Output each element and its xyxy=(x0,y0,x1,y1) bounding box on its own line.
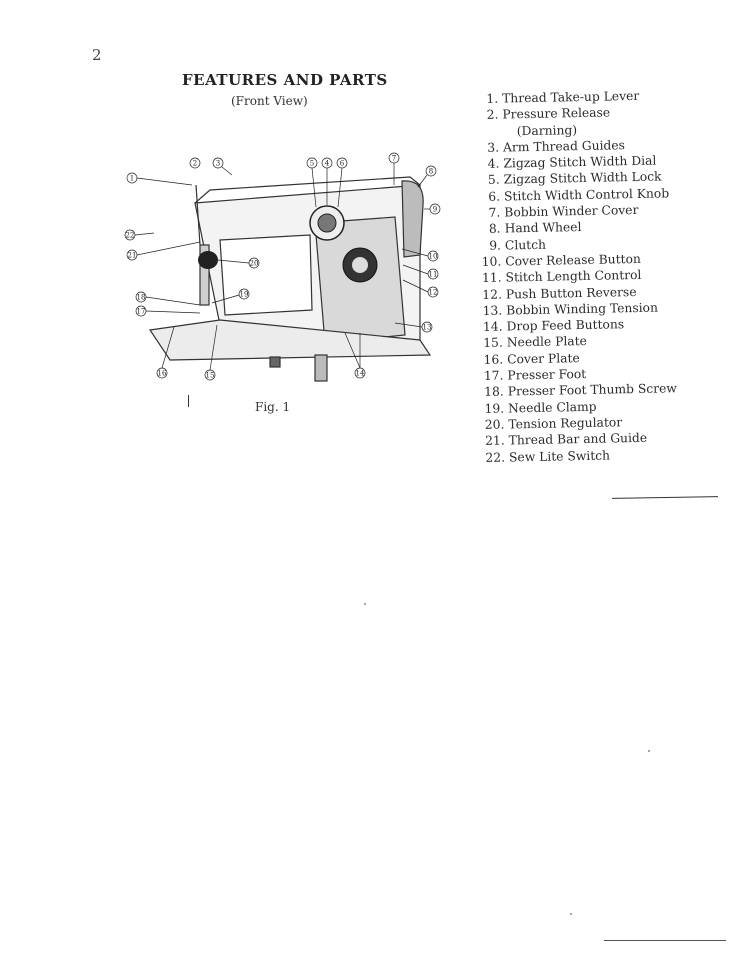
svg-text:19: 19 xyxy=(239,290,249,299)
parts-list xyxy=(478,87,715,466)
callout-7 xyxy=(389,153,399,185)
list-item: 21. Thread Bar and Guide xyxy=(485,431,648,449)
svg-text:6: 6 xyxy=(339,159,345,168)
list-item: 14. Drop Feed Buttons xyxy=(482,317,625,335)
list-item: 18. Presser Foot Thumb Screw xyxy=(484,381,677,400)
list-item: 8. Hand Wheel xyxy=(488,220,582,237)
scan-speck xyxy=(364,603,366,605)
sewing-machine-figure xyxy=(120,145,450,395)
svg-text:13: 13 xyxy=(422,323,432,332)
callout-2 xyxy=(190,158,200,168)
callout-21 xyxy=(127,242,200,260)
callout-1 xyxy=(127,173,192,185)
callout-18 xyxy=(136,292,200,305)
list-item: 16. Cover Plate xyxy=(483,350,580,367)
callout-17 xyxy=(136,306,200,316)
svg-text:16: 16 xyxy=(157,369,167,378)
list-item: 2. Pressure Release xyxy=(486,105,611,123)
callout-8 xyxy=(418,166,436,187)
page-title: FEATURES AND PARTS xyxy=(182,71,388,89)
list-item: 5. Zigzag Stitch Width Lock xyxy=(487,169,662,188)
svg-text:4: 4 xyxy=(324,159,330,168)
svg-text:12: 12 xyxy=(428,288,438,297)
svg-text:15: 15 xyxy=(205,371,215,380)
svg-text:8: 8 xyxy=(428,167,434,176)
svg-text:18: 18 xyxy=(136,293,146,302)
callout-9 xyxy=(424,204,440,214)
list-item: 1. Thread Take-up Lever xyxy=(486,88,640,106)
list-item: 10. Cover Release Button xyxy=(481,251,641,269)
list-item: 15. Needle Plate xyxy=(483,334,588,351)
svg-text:1: 1 xyxy=(129,174,135,183)
callout-22 xyxy=(125,230,154,240)
list-item: 22. Sew Lite Switch xyxy=(485,448,611,465)
svg-text:2: 2 xyxy=(192,159,198,168)
list-item: 20. Tension Regulator xyxy=(484,415,623,432)
stray-mark xyxy=(188,395,189,407)
figure-caption: Fig. 1 xyxy=(255,400,291,414)
list-item: 13. Bobbin Winding Tension xyxy=(482,300,659,318)
svg-text:5: 5 xyxy=(309,159,315,168)
scan-speck xyxy=(648,750,650,752)
svg-text:10: 10 xyxy=(428,252,438,261)
svg-text:7: 7 xyxy=(391,154,397,163)
list-item: 3. Arm Thread Guides xyxy=(487,138,626,155)
svg-text:22: 22 xyxy=(125,231,135,240)
scan-speck xyxy=(570,913,572,915)
list-item: 11. Stitch Length Control xyxy=(481,268,642,286)
list-item: (Darning) xyxy=(516,122,578,138)
list-item: 17. Presser Foot xyxy=(483,367,587,383)
divider-line xyxy=(604,940,726,941)
svg-text:21: 21 xyxy=(127,251,137,260)
list-item: 6. Stitch Width Control Knob xyxy=(488,186,670,204)
svg-text:3: 3 xyxy=(215,159,221,168)
list-item: 7. Bobbin Winder Cover xyxy=(488,203,639,220)
list-item: 19. Needle Clamp xyxy=(484,399,597,416)
svg-text:9: 9 xyxy=(432,205,438,214)
divider-line xyxy=(612,496,718,499)
page-number: 2 xyxy=(92,46,102,64)
list-item: 12. Push Button Reverse xyxy=(482,284,637,302)
page-subtitle: (Front View) xyxy=(231,94,308,108)
svg-text:14: 14 xyxy=(355,369,365,378)
callout-3 xyxy=(213,158,232,175)
svg-text:11: 11 xyxy=(428,270,438,279)
list-item: 9. Clutch xyxy=(489,237,547,253)
svg-text:17: 17 xyxy=(136,307,146,316)
svg-text:20: 20 xyxy=(249,259,259,268)
list-item: 4. Zigzag Stitch Width Dial xyxy=(487,153,657,172)
